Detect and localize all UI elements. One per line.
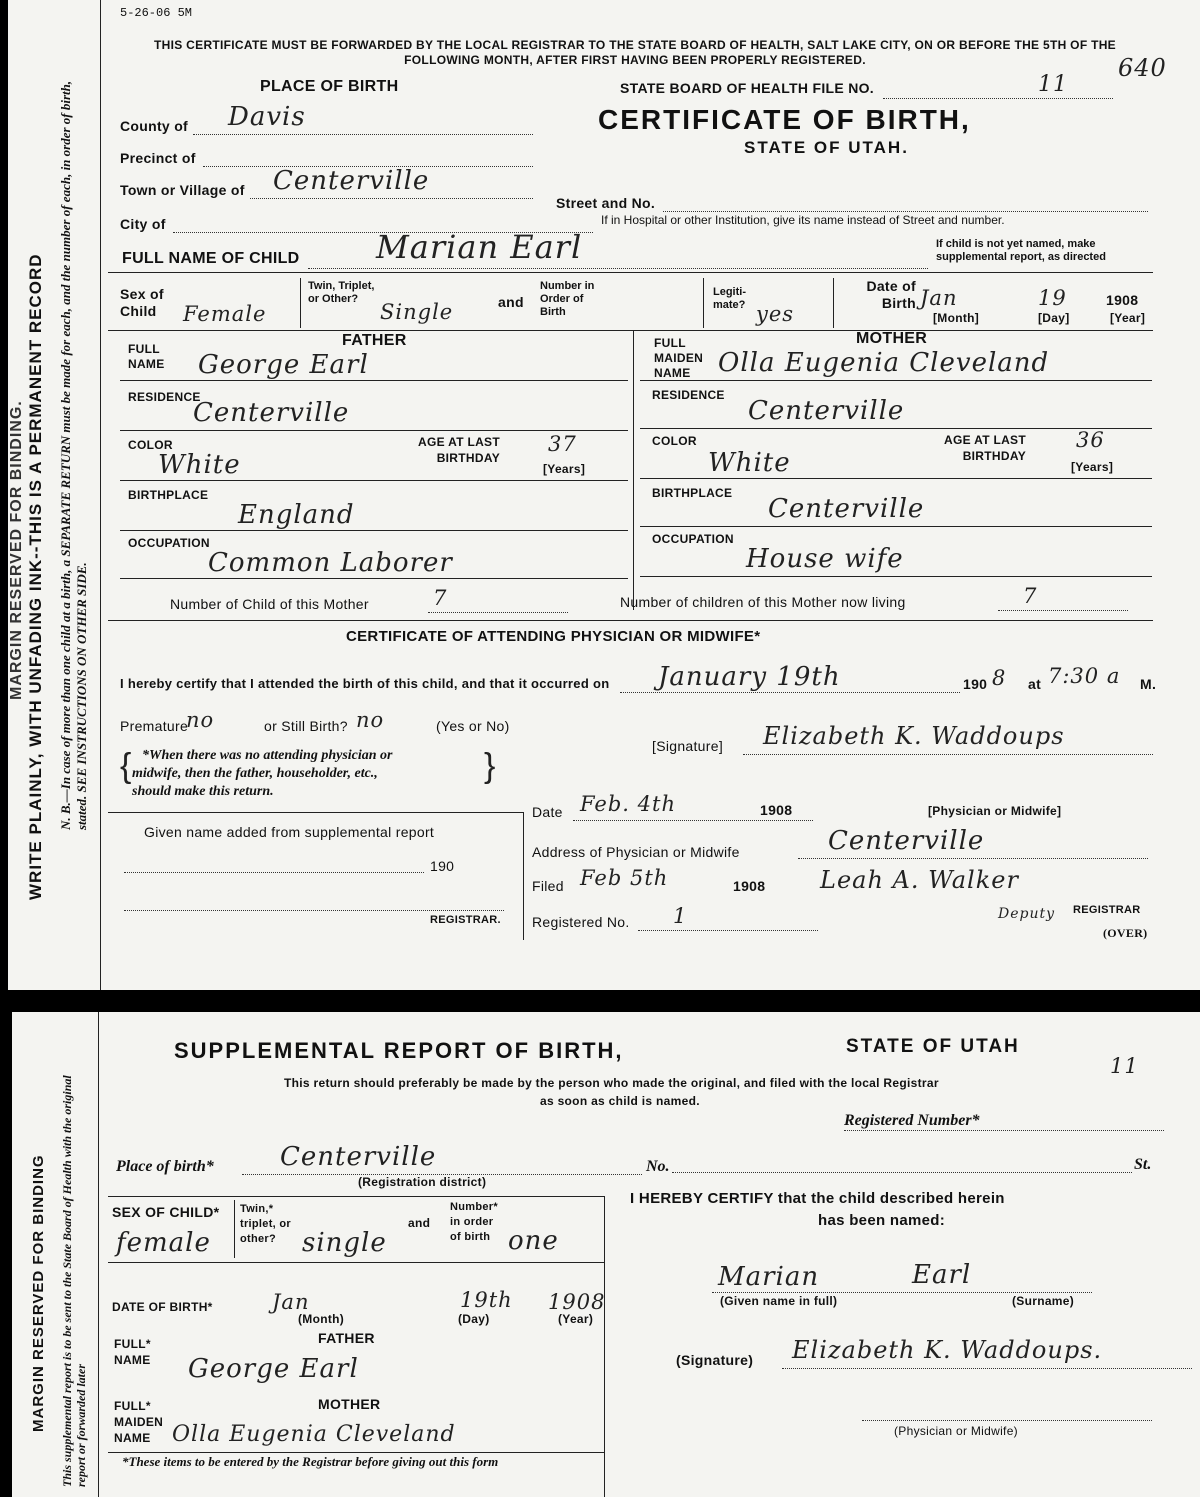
no-physician-note-3: should make this return. — [132, 784, 274, 799]
supplemental-title-state: STATE OF UTAH — [846, 1036, 1020, 1057]
registrar-small: REGISTRAR — [1073, 904, 1141, 916]
supplemental-title: SUPPLEMENTAL REPORT OF BIRTH, — [174, 1038, 624, 1063]
st-label: St. — [1134, 1156, 1152, 1173]
yes-no: (Yes or No) — [436, 718, 510, 734]
day-caption-bottom: (Day) — [458, 1312, 490, 1326]
mother-heading-bottom: MOTHER — [318, 1396, 381, 1412]
no-physician-note-2: midwife, then the father, householder, etc., — [132, 766, 378, 781]
living-value: 7 — [1023, 584, 1038, 608]
time-m: M. — [1140, 676, 1157, 692]
address-value: Centerville — [828, 826, 985, 856]
place-of-birth-heading: PLACE OF BIRTH — [260, 78, 399, 95]
mother-birthplace-label: BIRTHPLACE — [652, 486, 733, 500]
child-number-label: Number of Child of this Mother — [170, 596, 369, 612]
legit-label: Legiti- mate? — [713, 286, 746, 311]
year-caption: [Year] — [1110, 311, 1146, 325]
margin-nb-note: N. B.—In case of more than one child at a birth, a SEPARATE RETURN must be made for each, and the number of each, in order of birth, stated. SEE INSTRUCTIONS ON OTHER SIDE. — [58, 80, 89, 830]
year-suffix: 8 — [992, 666, 1007, 690]
legit-value: yes — [756, 302, 795, 326]
dob-day-bottom: 19th — [460, 1288, 513, 1312]
mother-name: Olla Eugenia Cleveland — [718, 348, 1050, 378]
margin-reserved: MARGIN RESERVED FOR BINDING. — [8, 400, 25, 700]
father-occupation-label: OCCUPATION — [128, 536, 210, 550]
stamp-number: 640 — [1118, 54, 1167, 82]
father-years-caption: [Years] — [543, 462, 586, 476]
street-label: Street and No. — [556, 195, 656, 211]
certificate-title: CERTIFICATE OF BIRTH, — [598, 104, 971, 135]
registered-no-value: 1 — [673, 904, 688, 928]
father-residence: Centerville — [193, 398, 350, 428]
supplemental-footer: *These items to be entered by the Registrar before giving out this form — [122, 1454, 499, 1469]
deputy: Deputy — [998, 906, 1056, 922]
father-residence-label: RESIDENCE — [128, 390, 201, 404]
place-value: Centerville — [280, 1142, 437, 1172]
over-label: (OVER) — [1103, 926, 1148, 940]
birth-certificate: WRITE PLAINLY, WITH UNFADING INK--THIS IS A PERMANENT RECORD MARGIN RESERVED FOR BINDING. N. B.—In case of more than one child at a birth, a SEPARATE RETURN must be made for each, and the number of each, in order of birth, stated. SEE INSTRUCTIONS ON OTHER SIDE. 5-26-06 5M 640 THIS CERTIFICATE MUST BE FORWARDED BY THE LOCAL REGISTRAR TO THE STATE BOARD OF HEALTH, SALT LAKE CITY, ON OR BEFORE THE 5TH OF THE FOLLOWING MONTH, AFTER FIRST HAVING BEEN PROPERLY REGISTERED. PLACE OF BIRTH STATE BOARD OF HEALTH FILE NO. 11 CERTIFICATE OF BIRTH, STATE OF UTAH. County of Davis Precinct of Town or Village of Centerville Street and No. If in Hospital or other Institution, give its name instead of Street and number. City of FULL NAME OF CHILD Marian Earl If child is not yet named, make supplemental report, as directed Sex of Child Female Twin, Triplet, or Other? Single and Number in Order of Birth Legiti- mate? yes Date of Birth Jan 19 1908 [Month] [Day] [Year] FATHER FULL NAME George Earl RESIDENCE Centerville COLOR AGE AT LAST BIRTHDAY 37 [Years] White BIRTHPLACE England OCCUPATION Common Laborer MOTHER FULL MAIDEN NAME Olla Eugenia Cleveland RESIDENCE Centerville COLOR AGE AT LAST BIRTHDAY 36 [Years] White BIRTHPLACE Centerville OCCUPATION House wife Number of Child of this Mother 7 Number of children of this Mother now living 7 CERTIFICATE OF ATTENDING PHYSICIAN OR MIDWIFE* I hereby certify that I attended the birth of this child, and that it occurred on January 19th 190 8 at 7:30 a M. Premature no or Still Birth? no (Yes or No) [Signature] Elizabeth K. Waddoups { } *When there was no attending physician or midwife, then the father, householder, etc., should make this return. Date Feb. 4th 1908 [Physician or Midwife] Given name added from supplemental report 190 REGISTRAR. Address of Physician or Midwife Centerville Filed Feb 5th 1908 Leah A. Walker Deputy REGISTRAR Registered No. 1 (OVER) — [8, 0, 1200, 990]
month-caption-bottom: (Month) — [298, 1312, 345, 1326]
birth-occurred: January 19th — [658, 662, 841, 692]
given-name-label: Given name added from supplemental report — [144, 824, 435, 840]
given-caption: (Given name in full) — [720, 1294, 838, 1308]
filed-registrar: Leah A. Walker — [820, 866, 1019, 894]
dob-year-bottom: 1908 — [548, 1290, 606, 1314]
signature-label-bottom: (Signature) — [676, 1352, 754, 1368]
child-name-label: FULL NAME OF CHILD — [122, 250, 300, 267]
time-value: 7:30 a — [1048, 664, 1121, 688]
twin-value: Single — [380, 300, 454, 324]
year-caption-bottom: (Year) — [558, 1312, 594, 1326]
no-label: No. — [646, 1158, 670, 1175]
filed-label: Filed — [532, 878, 564, 894]
surname-caption: (Surname) — [1012, 1294, 1075, 1308]
twin-label-bottom: Twin,* triplet, or other? — [240, 1203, 291, 1245]
town-label: Town or Village of — [120, 182, 245, 198]
father-name-label: FULL NAME — [128, 342, 165, 371]
supplemental-note-2: as soon as child is named. — [540, 1094, 700, 1108]
margin-write-plainly: WRITE PLAINLY, WITH UNFADING INK--THIS IS A PERMANENT RECORD — [26, 253, 45, 900]
day-caption: [Day] — [1038, 311, 1070, 325]
county-label: County of — [120, 118, 189, 134]
address-label: Address of Physician or Midwife — [532, 844, 740, 860]
mother-occupation: House wife — [746, 544, 904, 574]
signature-value-bottom: Elizabeth K. Waddoups. — [792, 1336, 1103, 1364]
dob-month: Jan — [920, 286, 958, 310]
header-note: THIS CERTIFICATE MUST BE FORWARDED BY THE LOCAL REGISTRAR TO THE STATE BOARD OF HEALTH, SALT LAKE CITY, ON OR BEFORE THE 5TH OF THE FOLLOWING MONTH, AFTER FIRST HAVING BEEN PROPERLY REGISTERED. — [154, 38, 1116, 67]
month-caption: [Month] — [933, 311, 980, 325]
father-name-label-bottom: FULL* NAME — [114, 1337, 151, 1367]
bottom-margin-reserved: MARGIN RESERVED FOR BINDING — [30, 1154, 47, 1432]
twin-value-bottom: single — [302, 1228, 387, 1258]
father-birthplace-label: BIRTHPLACE — [128, 488, 209, 502]
mother-name-bottom: Olla Eugenia Cleveland — [172, 1422, 456, 1447]
order-label-bottom: Number* in order of birth — [450, 1201, 498, 1243]
signature-label: [Signature] — [652, 738, 724, 754]
living-label: Number of children of this Mother now living — [620, 594, 906, 610]
premature-value: no — [186, 708, 215, 732]
given-year: 190 — [430, 858, 455, 874]
supplemental-note-1: This return should preferably be made by the person who made the original, and filed with the local Registrar — [284, 1076, 939, 1090]
order-value-bottom: one — [508, 1226, 559, 1256]
father-color: White — [158, 450, 241, 480]
mother-years-caption: [Years] — [1071, 460, 1114, 474]
given-name-bottom: Marian — [718, 1262, 820, 1292]
father-occupation: Common Laborer — [208, 548, 453, 578]
certify-text: I hereby certify that I attended the birth of this child, and that it occurred on — [120, 676, 610, 691]
form-code: 5-26-06 5M — [120, 6, 193, 20]
not-named-note: If child is not yet named, make supplemental report, as directed — [936, 238, 1106, 263]
and-label: and — [498, 294, 524, 310]
father-birthplace: England — [238, 500, 355, 530]
place-label: Place of birth* — [116, 1158, 214, 1175]
physician-caption-bottom: (Physician or Midwife) — [894, 1424, 1018, 1438]
mother-age: 36 — [1076, 428, 1105, 452]
bottom-margin-note: This supplemental report is to be sent to the State Board of Health with the original report or forwarded later — [60, 1075, 88, 1487]
dob-label: Date of Birth — [866, 278, 916, 311]
sex-label: Sex of Child — [120, 286, 164, 319]
certificate-subtitle: STATE OF UTAH. — [744, 138, 909, 157]
date-value: Feb. 4th — [580, 792, 676, 816]
certify-line-2: has been named: — [818, 1212, 946, 1229]
physician-or-midwife: [Physician or Midwife] — [928, 804, 1062, 818]
date-label: Date — [532, 804, 563, 820]
mother-birthplace: Centerville — [768, 494, 925, 524]
signature-value: Elizabeth K. Waddoups — [763, 722, 1065, 750]
sex-value: Female — [183, 302, 267, 326]
child-number-value: 7 — [433, 586, 448, 610]
mother-residence-label: RESIDENCE — [652, 388, 725, 402]
father-color-label: COLOR — [128, 438, 173, 452]
certify-line-1: I HEREBY CERTIFY that the child described herein — [630, 1190, 1005, 1207]
margin-rule — [100, 0, 101, 990]
reg-district: (Registration district) — [358, 1175, 487, 1189]
physician-heading: CERTIFICATE OF ATTENDING PHYSICIAN OR MIDWIFE* — [346, 628, 761, 645]
registrar-label: REGISTRAR. — [430, 914, 501, 926]
time-at: at — [1028, 676, 1042, 692]
father-heading: FATHER — [342, 332, 407, 349]
still-birth-label: or Still Birth? — [264, 718, 348, 734]
town-value: Centerville — [273, 166, 430, 196]
city-label: City of — [120, 216, 166, 232]
child-name-value: Marian Earl — [376, 228, 583, 266]
filed-year: 1908 — [733, 878, 766, 894]
mother-color-label: COLOR — [652, 434, 697, 448]
mother-color: White — [708, 448, 791, 478]
registered-no-label: Registered No. — [532, 914, 630, 930]
dob-label-bottom: DATE OF BIRTH* — [112, 1300, 213, 1314]
supplemental-report — [12, 1012, 1200, 1497]
father-name-bottom: George Earl — [188, 1354, 359, 1384]
dob-day: 19 — [1038, 286, 1067, 310]
sex-value-bottom: female — [116, 1228, 211, 1258]
father-age: 37 — [548, 432, 577, 456]
file-no-value: 11 — [1038, 72, 1068, 97]
dob-month-bottom: Jan — [272, 1290, 310, 1314]
year-prefix: 190 — [963, 676, 988, 692]
father-name: George Earl — [198, 350, 369, 380]
father-age-label: AGE AT LAST BIRTHDAY — [418, 435, 500, 465]
dob-year: 1908 — [1106, 292, 1139, 308]
supplemental-page-num: 11 — [1110, 1054, 1139, 1078]
mother-age-label: AGE AT LAST BIRTHDAY — [944, 433, 1026, 463]
mother-name-label-bottom: FULL* MAIDEN NAME — [114, 1399, 164, 1445]
mother-occupation-label: OCCUPATION — [652, 532, 734, 546]
premature-label: Premature — [120, 718, 189, 734]
still-birth-value: no — [356, 708, 385, 732]
order-label: Number in Order of Birth — [540, 280, 595, 318]
no-physician-note-1: *When there was no attending physician or — [142, 748, 393, 763]
and-label-bottom: and — [408, 1216, 431, 1230]
county-value: Davis — [228, 102, 306, 132]
twin-label: Twin, Triplet, or Other? — [308, 280, 375, 305]
father-heading-bottom: FATHER — [318, 1330, 375, 1346]
hospital-note: If in Hospital or other Institution, give its name instead of Street and number. — [601, 213, 1005, 227]
surname-bottom: Earl — [912, 1260, 972, 1290]
mother-residence: Centerville — [748, 396, 905, 426]
mother-heading: MOTHER — [856, 330, 928, 347]
precinct-label: Precinct of — [120, 150, 196, 166]
filed-value: Feb 5th — [580, 866, 669, 890]
mother-name-label: FULL MAIDEN NAME — [654, 336, 704, 380]
sex-label-bottom: SEX OF CHILD* — [112, 1204, 220, 1220]
date-year: 1908 — [760, 802, 793, 818]
registered-number-label: Registered Number* — [844, 1112, 980, 1129]
file-no-label: STATE BOARD OF HEALTH FILE NO. — [620, 80, 874, 96]
